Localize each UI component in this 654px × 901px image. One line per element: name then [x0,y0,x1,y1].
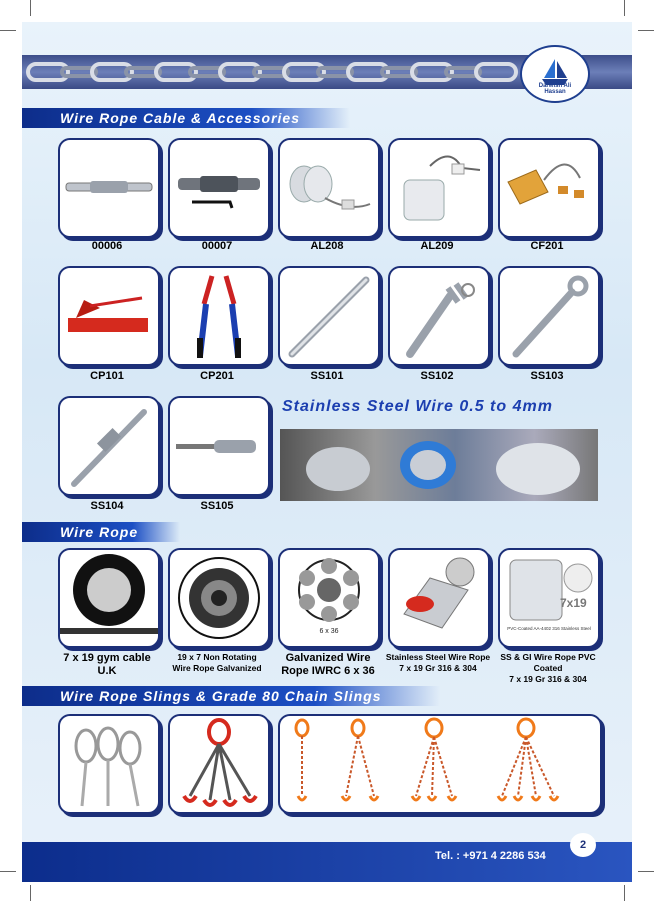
product-image-CP201 [168,266,270,366]
footer-telephone: Tel. : +971 4 2286 534 [435,850,546,862]
swage-stud-icon [280,268,378,364]
rope-cross-section-icon [170,550,268,646]
label-line: Wire Rope Galvanized [172,663,262,673]
swage-eye-icon [500,268,598,364]
chain-sling-icon [170,716,268,812]
wire-rope-slings-image [58,714,160,814]
product-code: AL209 [420,240,454,252]
swageless-terminal-icon [170,398,268,494]
label-line: Galvanized Wire [285,652,371,664]
wire-rope-image-iwrc [278,548,380,648]
label-line: Rope IWRC 6 x 36 [281,665,375,677]
product-code: CF201 [530,240,564,252]
product-image-CF201 [498,138,600,238]
product-code: 00007 [201,240,233,252]
crop-mark [30,885,31,901]
product-image-SS104 [58,396,160,496]
label-line: Stainless Steel Wire Rope [385,652,491,662]
product-image-00006 [58,138,160,238]
product-image-SS101 [278,266,380,366]
crop-mark [0,30,16,31]
crop-mark [624,885,625,901]
image-label: 7x19 [560,596,587,610]
section-title-accessories: Wire Rope Cable & Accessories [22,108,350,128]
turnbuckle-jaw-swage-icon [60,398,158,494]
crop-mark [638,30,654,31]
crop-mark [0,871,16,872]
product-code: AL208 [310,240,344,252]
label-line: U.K [97,665,117,677]
label-line: 7 x 19 Gr 316 & 304 [509,674,587,684]
crop-mark [624,0,625,16]
wire-rope-label [492,652,604,685]
product-code: SS103 [530,370,564,382]
copper-ferrule-icon [500,140,598,236]
product-code: CP101 [90,370,124,382]
crop-mark [638,871,654,872]
label-line: 7 x 19 gym cable [63,652,151,664]
product-image-00007 [168,138,270,238]
wire-rope-image-non-rotating [168,548,270,648]
label-line: SS & GI Wire Rope PVC Coated [500,652,596,673]
product-code: SS105 [200,500,234,512]
wire-rope-sling-icon [60,716,158,812]
gym-cable-icon [60,550,158,646]
label-line: 19 x 7 Non Rotating [177,652,257,662]
four-leg-chain-sling-image [168,714,270,814]
section-title-wire-rope: Wire Rope [22,522,180,542]
product-image-AL209 [388,138,490,238]
bolt-cutter-icon [170,268,268,364]
swage-jaw-icon [390,268,488,364]
bench-cutter-icon [60,268,158,364]
turnbuckle-jaw-icon [170,140,268,236]
wire-rope-label [160,652,274,674]
footer-bar [22,842,632,882]
company-logo [520,45,590,103]
sleeve-icon [390,140,488,236]
image-caption: PVC-Coated AA-4402 316 Stainless Steel [507,626,591,631]
product-image-SS103 [498,266,600,366]
product-image-CP101 [58,266,160,366]
wire-rope-image-pvc [498,548,600,648]
page-number: 2 [570,833,596,857]
crop-mark [30,0,31,16]
grade-80-chain-slings-image [278,714,602,814]
product-image-SS102 [388,266,490,366]
wire-rope-image-stainless [388,548,490,648]
turnbuckle-icon [60,140,158,236]
wire-rope-label [272,652,384,678]
wire-spools-icon [280,429,598,501]
product-code: SS104 [90,500,124,512]
wire-rope-image-gym-cable [58,548,160,648]
wire-rope-label [48,652,166,678]
wire-reel-icon [390,550,488,646]
label-line: 7 x 19 Gr 316 & 304 [399,663,477,673]
product-image-AL208 [278,138,380,238]
product-code: CP201 [200,370,234,382]
product-code: 00006 [91,240,123,252]
product-code: SS102 [420,370,454,382]
image-caption: 6 x 36 [319,628,339,635]
ferrule-icon [280,140,378,236]
logo-text: Darwish Ali Hassan [538,83,572,95]
section-title-slings: Wire Rope Slings & Grade 80 Chain Slings [22,686,440,706]
product-image-SS105 [168,396,270,496]
wire-rope-label [384,652,492,674]
grade-80-chain-icon [280,716,600,812]
stainless-steel-title: Stainless Steel Wire 0.5 to 4mm [282,398,553,415]
product-code: SS101 [310,370,344,382]
stainless-steel-wire-photo [280,429,598,501]
